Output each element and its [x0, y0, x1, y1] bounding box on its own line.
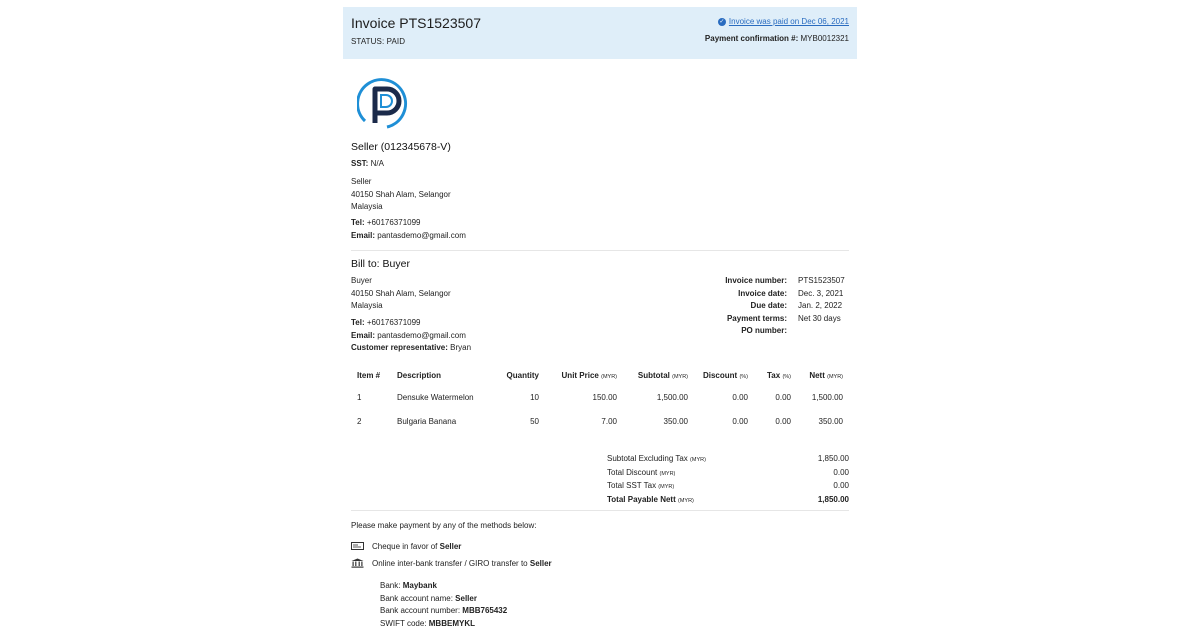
transfer-payee: Seller: [530, 559, 552, 568]
seller-address: [351, 176, 451, 214]
cell-discount: 0.00: [694, 409, 754, 433]
transfer-text: [372, 559, 552, 568]
total-value: 0.00: [757, 480, 849, 494]
bill-to-heading: Bill to: Buyer: [351, 258, 410, 271]
tel-label: Tel:: [351, 318, 365, 327]
account-number-value: MBB765432: [462, 606, 507, 615]
cheque-icon: [351, 541, 364, 551]
total-label: [607, 453, 757, 467]
invoice-title: Invoice PTS1523507: [351, 15, 481, 31]
address-line: Seller: [351, 176, 451, 189]
col-subtotal-label: Subtotal: [638, 371, 670, 380]
swift-value: MBBEMYKL: [429, 619, 475, 628]
total-label: [607, 494, 757, 508]
cell-item: 1: [351, 385, 391, 409]
cheque-label: Cheque in favor of: [372, 542, 437, 551]
buyer-email: [351, 330, 471, 343]
meta-label: Due date:: [683, 300, 798, 313]
total-label: [607, 480, 757, 494]
total-unit: (MYR): [659, 471, 675, 477]
meta-row: [683, 300, 858, 313]
email-value: pantasdemo@gmail.com: [377, 331, 466, 340]
meta-label: Invoice number:: [683, 275, 798, 288]
payment-method-cheque: [351, 541, 461, 551]
address-line: 40150 Shah Alam, Selangor: [351, 189, 451, 202]
rep-label: Customer representative:: [351, 343, 448, 352]
total-label-text: Subtotal Excluding Tax: [607, 454, 688, 463]
col-nett: [797, 365, 849, 385]
col-nett-unit: (MYR): [827, 374, 843, 380]
cell-subtotal: 1,500.00: [623, 385, 694, 409]
invoice-header-banner: [343, 7, 857, 59]
confirmation-value: MYB0012321: [801, 34, 849, 43]
bank-label: Bank:: [380, 581, 400, 590]
col-unit-price-label: Unit Price: [562, 371, 599, 380]
cell-unit-price: 7.00: [545, 409, 623, 433]
cheque-payee: Seller: [440, 542, 462, 551]
tel-value: +60176371099: [367, 318, 421, 327]
total-value: 0.00: [757, 467, 849, 481]
cell-description: Densuke Watermelon: [391, 385, 491, 409]
meta-label: Invoice date:: [683, 288, 798, 301]
cell-discount: 0.00: [694, 385, 754, 409]
bank-icon: [351, 558, 364, 568]
divider: [351, 510, 849, 511]
confirmation-label: Payment confirmation #:: [705, 34, 798, 43]
account-name-value: Seller: [455, 594, 477, 603]
tel-value: +60176371099: [367, 218, 421, 227]
table-row: [351, 409, 849, 433]
total-value: 1,850.00: [757, 453, 849, 467]
meta-label: Payment terms:: [683, 313, 798, 326]
total-label-text: Total Discount: [607, 468, 657, 477]
swift-label: SWIFT code:: [380, 619, 427, 628]
meta-row: [683, 288, 858, 301]
cell-quantity: 10: [491, 385, 545, 409]
buyer-address: [351, 275, 451, 313]
table-row: [351, 385, 849, 409]
buyer-tel: [351, 317, 471, 330]
cell-tax: 0.00: [754, 409, 797, 433]
email-label: Email:: [351, 231, 375, 240]
account-number-label: Bank account number:: [380, 606, 460, 615]
payment-confirmation: [705, 34, 849, 43]
bank-account-number: [380, 605, 507, 618]
payment-method-transfer: [351, 558, 552, 568]
meta-value: Dec. 3, 2021: [798, 288, 858, 301]
meta-label: PO number:: [683, 325, 798, 338]
swift-code: [380, 618, 507, 630]
meta-value: Net 30 days: [798, 313, 858, 326]
seller-sst: [351, 158, 384, 171]
col-nett-label: Nett: [809, 371, 825, 380]
bank-value: Maybank: [403, 581, 437, 590]
col-discount-label: Discount: [703, 371, 737, 380]
col-tax-label: Tax: [767, 371, 780, 380]
invoice-document: [343, 7, 857, 59]
cell-subtotal: 350.00: [623, 409, 694, 433]
paid-date-link[interactable]: [718, 17, 849, 26]
meta-value: [798, 325, 858, 338]
company-logo: [357, 75, 413, 131]
total-unit: (MYR): [658, 484, 674, 490]
bank-account-name: [380, 593, 507, 606]
col-tax: [754, 365, 797, 385]
seller-tel: [351, 217, 466, 230]
seller-contact: [351, 217, 466, 242]
address-line: Malaysia: [351, 300, 451, 313]
payment-intro: Please make payment by any of the methods below:: [351, 520, 536, 533]
seller-email: [351, 230, 466, 243]
email-label: Email:: [351, 331, 375, 340]
total-label: [607, 467, 757, 481]
col-description: Description: [391, 365, 491, 385]
cell-tax: 0.00: [754, 385, 797, 409]
meta-row: [683, 275, 858, 288]
address-line: Buyer: [351, 275, 451, 288]
col-quantity: Quantity: [491, 365, 545, 385]
transfer-label: Online inter-bank transfer / GIRO transfer to: [372, 559, 528, 568]
customer-representative: [351, 342, 471, 355]
address-line: 40150 Shah Alam, Selangor: [351, 288, 451, 301]
invoice-status: STATUS: PAID: [351, 37, 405, 46]
col-unit-price: [545, 365, 623, 385]
total-label-text: Total SST Tax: [607, 481, 656, 490]
bank-details: [380, 580, 507, 630]
buyer-contact: [351, 317, 471, 355]
col-item: Item #: [351, 365, 391, 385]
email-value: pantasdemo@gmail.com: [377, 231, 466, 240]
col-subtotal-unit: (MYR): [672, 374, 688, 380]
total-value: 1,850.00: [757, 494, 849, 508]
col-discount-unit: (%): [739, 374, 748, 380]
sst-label: SST:: [351, 159, 368, 168]
paid-date-text: Invoice was paid on Dec 06, 2021: [729, 17, 849, 26]
col-subtotal: [623, 365, 694, 385]
total-row: [607, 467, 849, 481]
cell-item: 2: [351, 409, 391, 433]
invoice-meta: [683, 275, 858, 338]
total-row: [607, 453, 849, 467]
meta-value: PTS1523507: [798, 275, 858, 288]
cell-quantity: 50: [491, 409, 545, 433]
col-discount: [694, 365, 754, 385]
meta-row: [683, 325, 858, 338]
col-tax-unit: (%): [782, 374, 791, 380]
col-unit-price-unit: (MYR): [601, 374, 617, 380]
cell-description: Bulgaria Banana: [391, 409, 491, 433]
bank-name: [380, 580, 507, 593]
address-line: Malaysia: [351, 201, 451, 214]
total-unit: (MYR): [678, 498, 694, 504]
account-name-label: Bank account name:: [380, 594, 453, 603]
total-row: [607, 480, 849, 494]
meta-row: [683, 313, 858, 326]
total-unit: (MYR): [690, 457, 706, 463]
seller-name: Seller (012345678-V): [351, 141, 451, 154]
rep-value: Bryan: [450, 343, 471, 352]
tel-label: Tel:: [351, 218, 365, 227]
total-payable-row: [607, 494, 849, 508]
totals-summary: [607, 453, 849, 507]
cell-nett: 350.00: [797, 409, 849, 433]
sst-value: N/A: [371, 159, 384, 168]
cheque-text: [372, 542, 461, 551]
table-header-row: [351, 365, 849, 385]
line-items-table: [351, 365, 849, 433]
check-circle-icon: ✓: [718, 18, 726, 26]
cell-unit-price: 150.00: [545, 385, 623, 409]
meta-value: Jan. 2, 2022: [798, 300, 858, 313]
total-label-text: Total Payable Nett: [607, 495, 676, 504]
divider: [351, 250, 849, 251]
cell-nett: 1,500.00: [797, 385, 849, 409]
